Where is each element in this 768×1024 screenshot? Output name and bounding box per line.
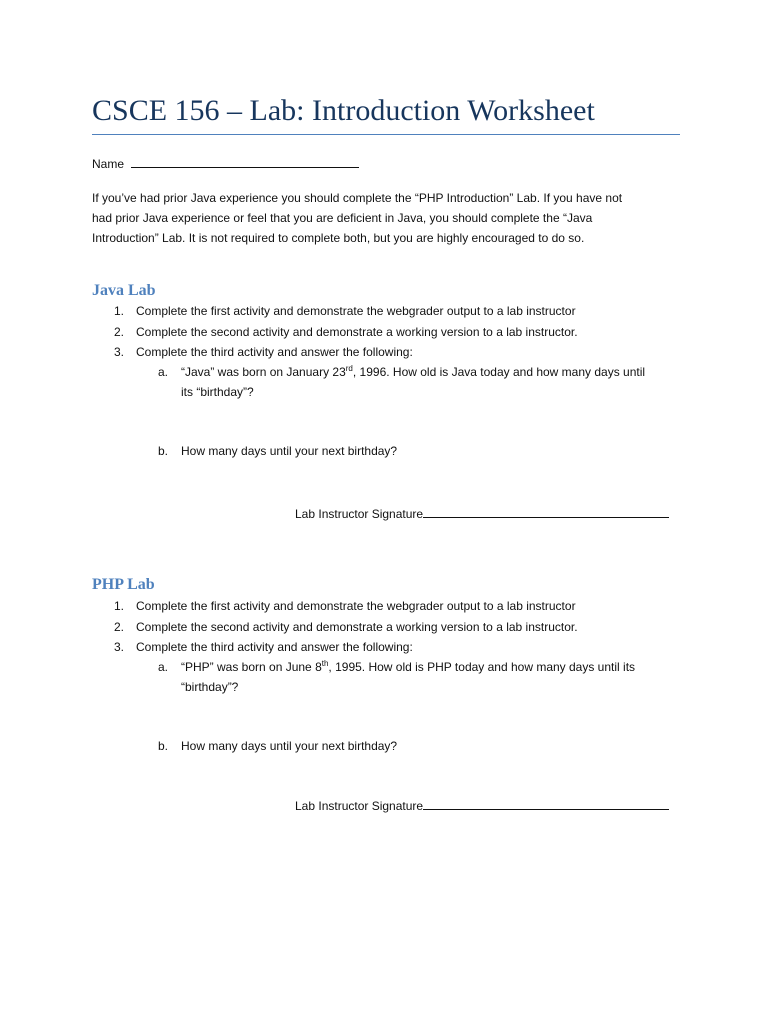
question-a-mark: a. [158, 365, 169, 379]
question-a-line2: its “birthday”? [181, 385, 254, 399]
signature-label: Lab Instructor Signature [295, 507, 424, 521]
signature-blank[interactable] [423, 507, 669, 518]
question-b-mark: b. [158, 444, 169, 458]
question-b-text: How many days until your next birthday? [181, 739, 398, 753]
question-a-line1 [181, 660, 635, 674]
step-text: Complete the second activity and demonstrate a working version to a lab instructor. [136, 620, 578, 634]
step-text: Complete the first activity and demonstrate the webgrader output to a lab instructor [136, 599, 576, 613]
name-line [92, 154, 359, 174]
step-number: 3. [114, 345, 125, 359]
step-number: 1. [114, 599, 125, 613]
page-title: CSCE 156 – Lab: Introduction Worksheet [92, 94, 595, 127]
step-text: Complete the third activity and answer the following: [136, 345, 413, 359]
step-text: Complete the second activity and demonstrate a working version to a lab instructor. [136, 325, 578, 339]
question-b-text: How many days until your next birthday? [181, 444, 398, 458]
signature-blank[interactable] [423, 799, 669, 810]
step-number: 1. [114, 304, 125, 318]
step-number: 3. [114, 640, 125, 654]
signature-line [295, 799, 669, 813]
name-label: Name [92, 157, 125, 171]
intro-paragraph [92, 188, 682, 248]
question-a-line2: “birthday”? [181, 680, 239, 694]
question-a-line1 [181, 365, 645, 379]
php-lab-heading: PHP Lab [92, 576, 155, 593]
title-underline [92, 134, 680, 135]
signature-line [295, 507, 669, 521]
question-a-text: “Java” was born on January 23 [181, 365, 346, 379]
signature-label: Lab Instructor Signature [295, 799, 424, 813]
java-lab-heading: Java Lab [92, 282, 156, 299]
step-text: Complete the third activity and answer the following: [136, 640, 413, 654]
intro-line: Introduction” Lab. It is not required to complete both, but you are highly encouraged to do so. [92, 231, 585, 245]
step-text: Complete the first activity and demonstrate the webgrader output to a lab instructor [136, 304, 576, 318]
step-number: 2. [114, 325, 125, 339]
step-number: 2. [114, 620, 125, 634]
question-b-mark: b. [158, 739, 169, 753]
intro-line: If you’ve had prior Java experience you should complete the “PHP Introduction” Lab. If you have not [92, 191, 623, 205]
question-a-text: , 1996. How old is Java today and how many days until [352, 365, 646, 379]
question-a-text: , 1995. How old is PHP today and how many days until its [328, 660, 636, 674]
ordinal-suffix: th [321, 659, 329, 668]
intro-line: had prior Java experience or feel that you are deficient in Java, you should complete the “Java [92, 211, 593, 225]
name-blank[interactable] [131, 157, 359, 168]
question-a-mark: a. [158, 660, 169, 674]
question-a-text: “PHP” was born on June 8 [181, 660, 322, 674]
ordinal-suffix: rd [345, 364, 353, 373]
